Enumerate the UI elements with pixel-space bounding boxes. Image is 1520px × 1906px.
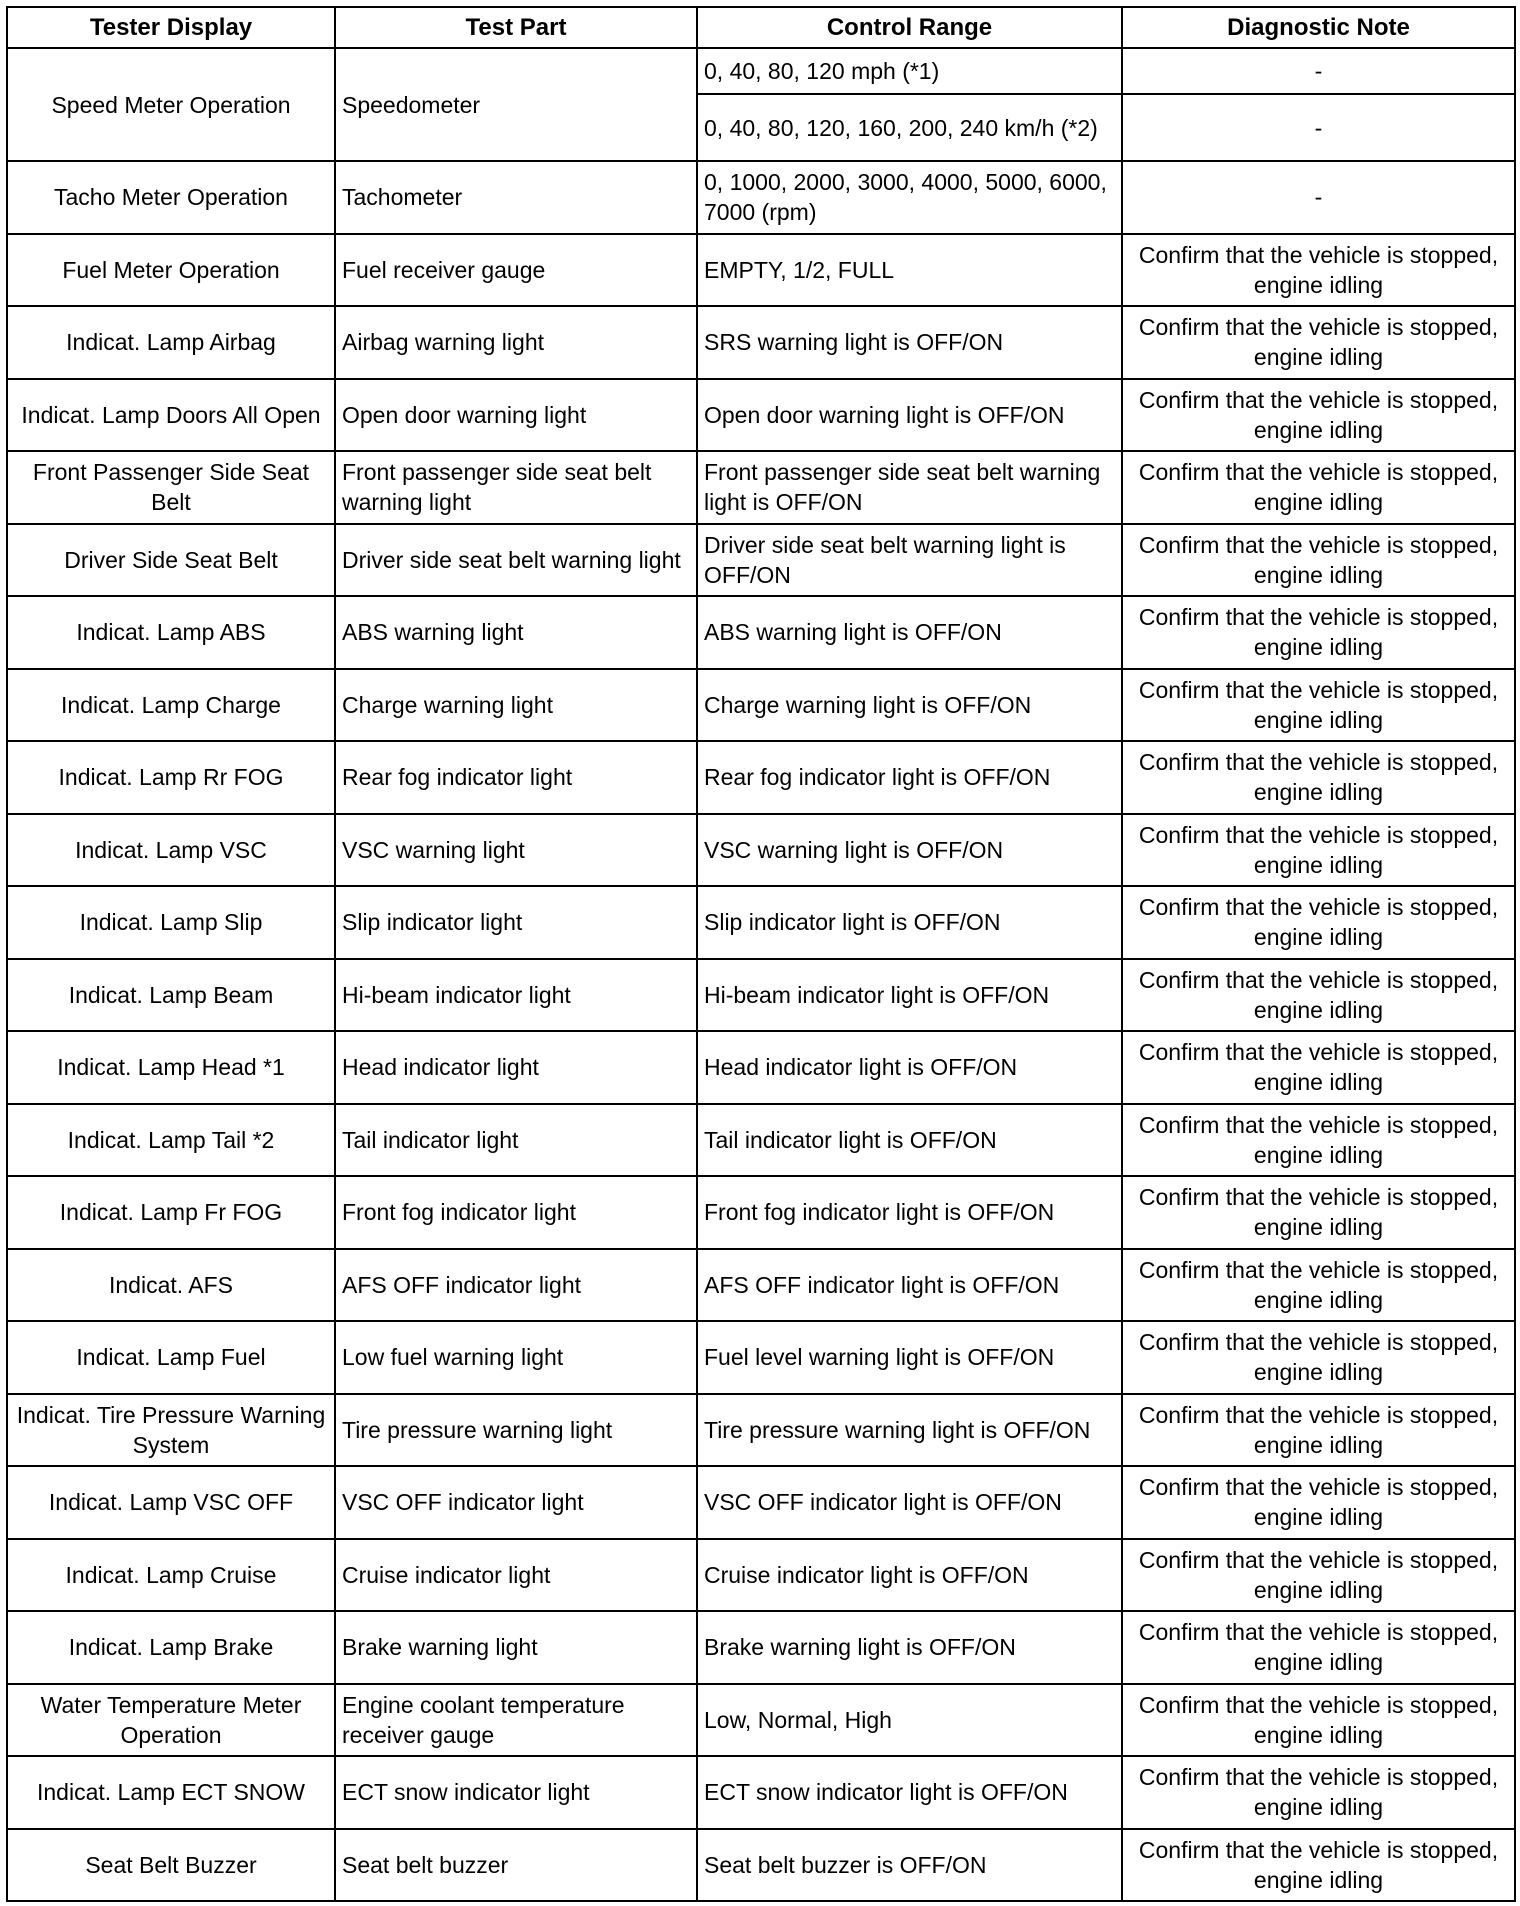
active-test-table — [6, 6, 1516, 1902]
cell-control-range: VSC OFF indicator light is OFF/ON — [697, 1466, 1122, 1539]
cell-diagnostic-note: Confirm that the vehicle is stopped, engine idling — [1122, 1829, 1515, 1902]
table-row — [7, 669, 1515, 742]
table-row — [7, 1539, 1515, 1612]
cell-control-range: VSC warning light is OFF/ON — [697, 814, 1122, 887]
cell-control-range: SRS warning light is OFF/ON — [697, 306, 1122, 379]
cell-control-range: ECT snow indicator light is OFF/ON — [697, 1756, 1122, 1829]
cell-control-range: ABS warning light is OFF/ON — [697, 596, 1122, 669]
cell-control-range: Fuel level warning light is OFF/ON — [697, 1321, 1122, 1394]
cell-test-part: Charge warning light — [335, 669, 697, 742]
cell-tester-display: Indicat. Tire Pressure Warning System — [7, 1394, 335, 1467]
cell-tester-display: Front Passenger Side Seat Belt — [7, 451, 335, 524]
cell-tester-display: Indicat. Lamp Fuel — [7, 1321, 335, 1394]
header-test-part: Test Part — [335, 7, 697, 48]
cell-diagnostic-note: Confirm that the vehicle is stopped, engine idling — [1122, 524, 1515, 597]
cell-test-part: Low fuel warning light — [335, 1321, 697, 1394]
cell-diagnostic-note: Confirm that the vehicle is stopped, engine idling — [1122, 1104, 1515, 1177]
table-row — [7, 234, 1515, 307]
cell-diagnostic-note: Confirm that the vehicle is stopped, engine idling — [1122, 1756, 1515, 1829]
table-row — [7, 161, 1515, 234]
cell-control-range: AFS OFF indicator light is OFF/ON — [697, 1249, 1122, 1322]
table-row-speed-mph — [7, 48, 1515, 94]
cell-control-range: Front fog indicator light is OFF/ON — [697, 1176, 1122, 1249]
cell-test-part: Front passenger side seat belt warning light — [335, 451, 697, 524]
cell-test-part: Front fog indicator light — [335, 1176, 697, 1249]
cell-tester-display: Indicat. Lamp Doors All Open — [7, 379, 335, 452]
cell-diagnostic-note: Confirm that the vehicle is stopped, engine idling — [1122, 814, 1515, 887]
cell-diagnostic-note: Confirm that the vehicle is stopped, engine idling — [1122, 379, 1515, 452]
table-row — [7, 741, 1515, 814]
cell-diagnostic-note: Confirm that the vehicle is stopped, engine idling — [1122, 1684, 1515, 1757]
table-row — [7, 1684, 1515, 1757]
cell-control-range: 0, 1000, 2000, 3000, 4000, 5000, 6000, 7000 (rpm) — [697, 161, 1122, 234]
table-row — [7, 1249, 1515, 1322]
cell-diagnostic-note: Confirm that the vehicle is stopped, engine idling — [1122, 1394, 1515, 1467]
cell-test-part: Tail indicator light — [335, 1104, 697, 1177]
cell-control-range: Tail indicator light is OFF/ON — [697, 1104, 1122, 1177]
cell-tester-display: Indicat. Lamp Tail *2 — [7, 1104, 335, 1177]
cell-control-range: 0, 40, 80, 120, 160, 200, 240 km/h (*2) — [697, 94, 1122, 161]
cell-diagnostic-note: Confirm that the vehicle is stopped, engine idling — [1122, 234, 1515, 307]
table-row — [7, 1394, 1515, 1467]
cell-diagnostic-note: Confirm that the vehicle is stopped, engine idling — [1122, 1176, 1515, 1249]
cell-diagnostic-note: Confirm that the vehicle is stopped, engine idling — [1122, 596, 1515, 669]
cell-diagnostic-note: - — [1122, 94, 1515, 161]
cell-control-range: Rear fog indicator light is OFF/ON — [697, 741, 1122, 814]
cell-test-part: Speedometer — [335, 48, 697, 161]
cell-diagnostic-note: Confirm that the vehicle is stopped, engine idling — [1122, 959, 1515, 1032]
cell-tester-display: Indicat. Lamp Airbag — [7, 306, 335, 379]
cell-control-range: EMPTY, 1/2, FULL — [697, 234, 1122, 307]
cell-control-range: Cruise indicator light is OFF/ON — [697, 1539, 1122, 1612]
cell-control-range: Driver side seat belt warning light is OFF/ON — [697, 524, 1122, 597]
cell-tester-display: Indicat. Lamp Cruise — [7, 1539, 335, 1612]
cell-tester-display: Driver Side Seat Belt — [7, 524, 335, 597]
cell-tester-display: Indicat. Lamp Beam — [7, 959, 335, 1032]
cell-tester-display: Indicat. Lamp ABS — [7, 596, 335, 669]
table-row — [7, 1104, 1515, 1177]
cell-test-part: Tachometer — [335, 161, 697, 234]
cell-tester-display: Indicat. Lamp Fr FOG — [7, 1176, 335, 1249]
header-tester-display: Tester Display — [7, 7, 335, 48]
cell-control-range: Brake warning light is OFF/ON — [697, 1611, 1122, 1684]
cell-control-range: Slip indicator light is OFF/ON — [697, 886, 1122, 959]
table-row — [7, 1756, 1515, 1829]
cell-test-part: Tire pressure warning light — [335, 1394, 697, 1467]
table-row — [7, 596, 1515, 669]
cell-tester-display: Indicat. Lamp Rr FOG — [7, 741, 335, 814]
cell-tester-display: Indicat. Lamp VSC — [7, 814, 335, 887]
cell-diagnostic-note: Confirm that the vehicle is stopped, engine idling — [1122, 306, 1515, 379]
cell-test-part: Airbag warning light — [335, 306, 697, 379]
cell-test-part: VSC OFF indicator light — [335, 1466, 697, 1539]
cell-diagnostic-note: Confirm that the vehicle is stopped, engine idling — [1122, 451, 1515, 524]
cell-tester-display: Fuel Meter Operation — [7, 234, 335, 307]
cell-tester-display: Seat Belt Buzzer — [7, 1829, 335, 1902]
table-row — [7, 379, 1515, 452]
cell-test-part: Head indicator light — [335, 1031, 697, 1104]
cell-control-range: Front passenger side seat belt warning light is OFF/ON — [697, 451, 1122, 524]
cell-diagnostic-note: Confirm that the vehicle is stopped, engine idling — [1122, 1321, 1515, 1394]
cell-diagnostic-note: Confirm that the vehicle is stopped, engine idling — [1122, 1611, 1515, 1684]
cell-test-part: Open door warning light — [335, 379, 697, 452]
cell-test-part: Cruise indicator light — [335, 1539, 697, 1612]
cell-control-range: Open door warning light is OFF/ON — [697, 379, 1122, 452]
cell-control-range: Charge warning light is OFF/ON — [697, 669, 1122, 742]
cell-diagnostic-note: Confirm that the vehicle is stopped, engine idling — [1122, 886, 1515, 959]
table-header — [7, 7, 1515, 48]
table-row — [7, 524, 1515, 597]
cell-test-part: Slip indicator light — [335, 886, 697, 959]
cell-tester-display: Indicat. Lamp Head *1 — [7, 1031, 335, 1104]
table-row — [7, 1829, 1515, 1902]
cell-control-range: 0, 40, 80, 120 mph (*1) — [697, 48, 1122, 94]
cell-tester-display: Indicat. Lamp VSC OFF — [7, 1466, 335, 1539]
table-row — [7, 1031, 1515, 1104]
table-row — [7, 959, 1515, 1032]
cell-tester-display: Indicat. Lamp Charge — [7, 669, 335, 742]
cell-control-range: Seat belt buzzer is OFF/ON — [697, 1829, 1122, 1902]
cell-diagnostic-note: - — [1122, 161, 1515, 234]
cell-test-part: Fuel receiver gauge — [335, 234, 697, 307]
cell-test-part: Seat belt buzzer — [335, 1829, 697, 1902]
cell-diagnostic-note: Confirm that the vehicle is stopped, engine idling — [1122, 1466, 1515, 1539]
table-row — [7, 306, 1515, 379]
cell-test-part: ECT snow indicator light — [335, 1756, 697, 1829]
cell-tester-display: Indicat. Lamp Brake — [7, 1611, 335, 1684]
table-row — [7, 886, 1515, 959]
cell-diagnostic-note: Confirm that the vehicle is stopped, engine idling — [1122, 741, 1515, 814]
cell-tester-display: Indicat. Lamp ECT SNOW — [7, 1756, 335, 1829]
table-body — [7, 48, 1515, 1901]
cell-test-part: Brake warning light — [335, 1611, 697, 1684]
cell-test-part: AFS OFF indicator light — [335, 1249, 697, 1322]
header-row — [7, 7, 1515, 48]
cell-diagnostic-note: Confirm that the vehicle is stopped, engine idling — [1122, 669, 1515, 742]
cell-test-part: ABS warning light — [335, 596, 697, 669]
cell-control-range: Tire pressure warning light is OFF/ON — [697, 1394, 1122, 1467]
cell-diagnostic-note: Confirm that the vehicle is stopped, engine idling — [1122, 1249, 1515, 1322]
cell-diagnostic-note: Confirm that the vehicle is stopped, engine idling — [1122, 1031, 1515, 1104]
table-row — [7, 1321, 1515, 1394]
cell-test-part: Rear fog indicator light — [335, 741, 697, 814]
table-row — [7, 814, 1515, 887]
cell-test-part: Hi-beam indicator light — [335, 959, 697, 1032]
cell-control-range: Low, Normal, High — [697, 1684, 1122, 1757]
cell-control-range: Head indicator light is OFF/ON — [697, 1031, 1122, 1104]
table-row — [7, 1176, 1515, 1249]
cell-test-part: Engine coolant temperature receiver gauge — [335, 1684, 697, 1757]
cell-tester-display: Water Temperature Meter Operation — [7, 1684, 335, 1757]
header-diagnostic-note: Diagnostic Note — [1122, 7, 1515, 48]
cell-diagnostic-note: - — [1122, 48, 1515, 94]
cell-test-part: Driver side seat belt warning light — [335, 524, 697, 597]
header-control-range: Control Range — [697, 7, 1122, 48]
cell-tester-display: Speed Meter Operation — [7, 48, 335, 161]
cell-tester-display: Tacho Meter Operation — [7, 161, 335, 234]
cell-test-part: VSC warning light — [335, 814, 697, 887]
cell-tester-display: Indicat. AFS — [7, 1249, 335, 1322]
table-row — [7, 1611, 1515, 1684]
cell-control-range: Hi-beam indicator light is OFF/ON — [697, 959, 1122, 1032]
cell-tester-display: Indicat. Lamp Slip — [7, 886, 335, 959]
cell-diagnostic-note: Confirm that the vehicle is stopped, engine idling — [1122, 1539, 1515, 1612]
table-row — [7, 451, 1515, 524]
table-row — [7, 1466, 1515, 1539]
